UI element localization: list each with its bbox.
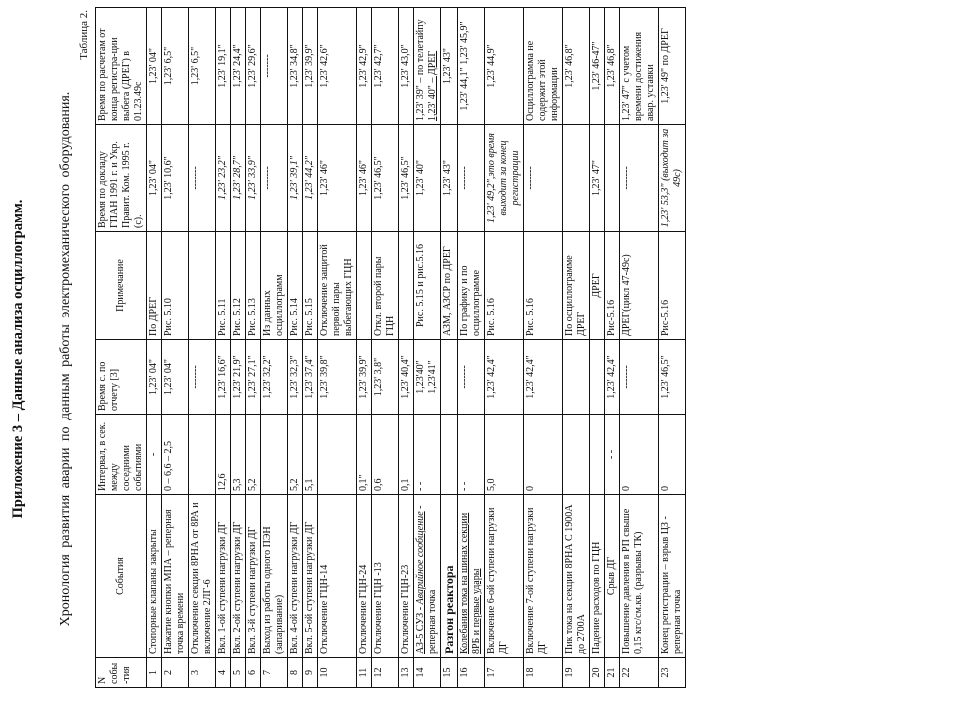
cell-note: Рис. 5.16 — [485, 232, 524, 340]
table-row — [524, 8, 563, 688]
cell-note — [189, 232, 216, 340]
cell-note: Рис-5.16 — [659, 232, 686, 340]
cell-note: Из данных осциллограмм — [261, 232, 288, 340]
cell-interval: 5,2 — [246, 415, 261, 495]
table-row — [620, 8, 659, 688]
cell-n: 3 — [189, 658, 216, 688]
cell-note: Рис. 5.16 — [524, 232, 563, 340]
cell-interval — [563, 415, 590, 495]
cell-calc-time: 1,23' 43,0" — [399, 8, 414, 125]
cell-report-time: 1,23' 42,4" — [524, 340, 563, 415]
cell-event: Колебания тока на шинах секции 8РБ и первые удары — [458, 495, 485, 658]
cell-event: Падение расходов по ГЦН — [590, 495, 605, 658]
calc-time-dreg: 1,23' 40" – ДРЕГ — [427, 50, 438, 121]
cell-gpan-time: 1,23' 04" — [147, 125, 162, 232]
table-row — [372, 8, 399, 688]
cell-event: Отключение ГЦН-24 — [357, 495, 372, 658]
cell-interval: 0,1 — [399, 415, 414, 495]
calc-time-teletype: 1,23' 39" – по телетайпу — [415, 19, 426, 121]
cell-report-time — [563, 340, 590, 415]
cell-gpan-time: 1,23' 46,5" — [399, 125, 414, 232]
cell-n: 19 — [563, 658, 590, 688]
cell-report-time: ------- — [620, 340, 659, 415]
cell-gpan-time: 1,23' 46" — [357, 125, 372, 232]
header-event: События — [96, 495, 147, 658]
table-row — [162, 8, 189, 688]
table-row — [659, 8, 686, 688]
cell-gpan-time: ------- — [458, 125, 485, 232]
cell-n: 14 — [414, 658, 441, 688]
cell-calc-time: 1,23' 19,1" — [216, 8, 231, 125]
cell-n: 1 — [147, 658, 162, 688]
cell-event: Вкл. 2-ой ступени нагрузки ДГ — [231, 495, 246, 658]
cell-interval: 5,2 — [288, 415, 303, 495]
header-calc-time: Время по расчетам от конца регистра-ции выбега (ДРЕГ) в 01.23.49с — [96, 8, 147, 125]
cell-gpan-time — [563, 125, 590, 232]
cell-event: Пик тока на секции 8РНА С 1900А до 2700А — [563, 495, 590, 658]
table-row — [357, 8, 372, 688]
table-row — [147, 8, 162, 688]
cell-interval: - — [147, 415, 162, 495]
cell-note — [399, 232, 414, 340]
cell-note: Рис. 5.14 — [288, 232, 303, 340]
table-row — [303, 8, 318, 688]
cell-interval: 0 — [659, 415, 686, 495]
table-row — [261, 8, 288, 688]
cell-event — [414, 495, 441, 658]
cell-n: 2 — [162, 658, 189, 688]
cell-calc-time — [414, 8, 441, 125]
cell-report-time: 1,23' 39,8" — [318, 340, 357, 415]
table-row — [441, 8, 458, 688]
cell-gpan-time: ------- — [189, 125, 216, 232]
cell-interval — [189, 415, 216, 495]
cell-interval: 0,1" — [357, 415, 372, 495]
cell-event: Стопорные клапаны закрыты — [147, 495, 162, 658]
cell-calc-time: 1,23' 49" по ДРЕГ — [659, 8, 686, 125]
cell-report-time: 1,23' 40,4" — [399, 340, 414, 415]
cell-n: 21 — [605, 658, 620, 688]
cell-report-time: 1,23' 16,6" — [216, 340, 231, 415]
cell-note: Рис-5.16 — [605, 232, 620, 340]
cell-calc-time: 1,23' 42,7" — [372, 8, 399, 125]
cell-n: 11 — [357, 658, 372, 688]
cell-interval: 5,1 — [303, 415, 318, 495]
header-note: Примечание — [96, 232, 147, 340]
cell-report-time: 1,23' 39,9" — [357, 340, 372, 415]
cell-n: 18 — [524, 658, 563, 688]
cell-calc-time: 1,23' 6,5" — [162, 8, 189, 125]
cell-gpan-time: 1,23' 10,6" — [162, 125, 189, 232]
cell-report-time: 1,23' 42,4" — [605, 340, 620, 415]
cell-gpan-time: ------- — [620, 125, 659, 232]
cell-gpan-time: 1,23' 33,9" — [246, 125, 261, 232]
cell-report-time — [590, 340, 605, 415]
cell-note: Откл. второй пары ГЦН — [372, 232, 399, 340]
cell-calc-time: 1,23' 29,6" — [246, 8, 261, 125]
cell-note — [357, 232, 372, 340]
cell-calc-time: 1,23' 42,9" — [357, 8, 372, 125]
table-row — [605, 8, 620, 688]
cell-gpan-time: 1,23' 46" — [318, 125, 357, 232]
cell-report-time: 1,23' 46,5" — [659, 340, 686, 415]
cell-event: Вкл. 5-ой ступени нагрузки ДГ — [303, 495, 318, 658]
cell-report-time: ------- — [189, 340, 216, 415]
cell-n: 13 — [399, 658, 414, 688]
chronology-table — [95, 7, 686, 688]
cell-calc-time: 1,23' 46-47" — [590, 8, 605, 125]
az5-label: АЗ-5 СУЗ - — [415, 604, 426, 654]
cell-n: 20 — [590, 658, 605, 688]
cell-calc-time: ------- — [261, 8, 288, 125]
cell-n: 10 — [318, 658, 357, 688]
cell-gpan-time: 1,23' 44,2" — [303, 125, 318, 232]
cell-report-time — [441, 340, 458, 415]
cell-calc-time: 1,23' 47" с учетом времени достижения авар. уставки — [620, 8, 659, 125]
table-row — [414, 8, 441, 688]
cell-event: Включение 7-ой ступени нагрузки ДГ — [524, 495, 563, 658]
cell-interval — [441, 415, 458, 495]
table-row — [288, 8, 303, 688]
cell-interval: 12,6 — [216, 415, 231, 495]
cell-n: 22 — [620, 658, 659, 688]
cell-gpan-time: 1,23' 47" — [590, 125, 605, 232]
cell-interval: - - — [414, 415, 441, 495]
cell-report-time: 1,23' 04" — [162, 340, 189, 415]
cell-gpan-time: ------- — [261, 125, 288, 232]
cell-note: Рис. 5.13 — [246, 232, 261, 340]
cell-event: Отключение ГЦН-23 — [399, 495, 414, 658]
cell-calc-time: 1,23' 46,8" — [605, 8, 620, 125]
cell-interval: 5,0 — [485, 415, 524, 495]
cell-gpan-time: 1,23' 43" — [441, 125, 458, 232]
cell-event: Срыв ДГ — [605, 495, 620, 658]
cell-interval: 0,6 — [372, 415, 399, 495]
cell-event: Включение 6-ой ступени нагрузки ДГ — [485, 495, 524, 658]
cell-note: Рис. 5.10 — [162, 232, 189, 340]
cell-event: Отключение ГЦН -13 — [372, 495, 399, 658]
cell-event: Разгон реактора — [441, 495, 458, 658]
cell-event: Отключение ГЦН-14 — [318, 495, 357, 658]
cell-event: Конец регистрации – взрыв ЦЗ - реперная точка — [659, 495, 686, 658]
cell-n: 9 — [303, 658, 318, 688]
cell-n: 5 — [231, 658, 246, 688]
cell-calc-time: 1,23' 42,6" — [318, 8, 357, 125]
cell-report-time: 1,23' 32,2" — [261, 340, 288, 415]
cell-calc-time: 1,23' 44,1" 1,23' 45,9" — [458, 8, 485, 125]
cell-interval: 0 — [620, 415, 659, 495]
cell-note: Рис. 5.11 — [216, 232, 231, 340]
cell-event: Вкл. 4-ой ступени нагрузки ДГ — [288, 495, 303, 658]
cell-note: По ДРЕГ — [147, 232, 162, 340]
appendix-title: Приложение 3 – Данные анализа осциллограмм. — [10, 199, 26, 519]
cell-event: Вкл. 1-ой ступени нагрузки ДГ — [216, 495, 231, 658]
cell-calc-time: 1,23' 04" — [147, 8, 162, 125]
cell-n: 23 — [659, 658, 686, 688]
cell-note: АЗМ, АЗСР по ДРЕГ — [441, 232, 458, 340]
cell-report-time: ------- — [458, 340, 485, 415]
cell-gpan-time: 1,23' 28,7" — [231, 125, 246, 232]
cell-note: По осциллограмме ДРЕГ — [563, 232, 590, 340]
cell-gpan-time: 1,23' 49,2",это время выходит за конец регистрации — [485, 125, 524, 232]
cell-interval: - - — [458, 415, 485, 495]
cell-calc-time: 1,23' 46,8" — [563, 8, 590, 125]
cell-note: Рис. 5.12 — [231, 232, 246, 340]
cell-report-time: 1,23' 27,1" — [246, 340, 261, 415]
cell-calc-time: 1,23' 34,8" — [288, 8, 303, 125]
cell-note: Отключение защитой первой пары выбегающих ГЦН — [318, 232, 357, 340]
cell-note: Рис. 5.15 — [303, 232, 318, 340]
cell-report-time: 1,23' 42,4" — [485, 340, 524, 415]
emergency-message: Аварийное сообщение — [415, 511, 426, 605]
cell-calc-time: 1,23' 43" — [441, 8, 458, 125]
table-row — [318, 8, 357, 688]
cell-calc-time: 1,23' 39,9" — [303, 8, 318, 125]
table-row — [563, 8, 590, 688]
cell-report-time: 1,23' 04" — [147, 340, 162, 415]
cell-event: Отключение секции 8РНА от 8РА и включение 2ЛГ-6 — [189, 495, 216, 658]
reference-point-note: - реперная точка — [415, 505, 438, 654]
cell-n: 7 — [261, 658, 288, 688]
cell-calc-time: 1,23' 44,9" — [485, 8, 524, 125]
cell-interval: 0 – 6,6 – 2,5 — [162, 415, 189, 495]
header-gpan-time: Время по докладу ГПАН 1991 г. и Укр. Правит. Ком. 1995 г. (с). — [96, 125, 147, 232]
table-row — [458, 8, 485, 688]
cell-n: 16 — [458, 658, 485, 688]
cell-report-time: 1,23' 3,8" — [372, 340, 399, 415]
cell-event: Выход из работы одного ПЭН (запаривание) — [261, 495, 288, 658]
table-row — [231, 8, 246, 688]
cell-gpan-time: ------- — [524, 125, 563, 232]
cell-calc-time: 1,23' 6,5" — [189, 8, 216, 125]
table-label: Таблица 2. — [78, 10, 90, 60]
cell-interval — [261, 415, 288, 495]
table-row — [590, 8, 605, 688]
cell-gpan-time — [605, 125, 620, 232]
cell-event: Вкл. 3-й ступени нагрузки ДГ — [246, 495, 261, 658]
cell-event: Повышение давления в РП свыше 0,15 кгс/см.кв. (разрывы ТК) — [620, 495, 659, 658]
cell-note: ДРЕГ — [590, 232, 605, 340]
cell-gpan-time: 1,23' 40" — [414, 125, 441, 232]
table-row — [216, 8, 231, 688]
cell-interval — [318, 415, 357, 495]
header-interval: Интервал, в сек. между соседними событиями — [96, 415, 147, 495]
table-row — [485, 8, 524, 688]
cell-note: Рис. 5.15 и рис.5.16 — [414, 232, 441, 340]
cell-n: 12 — [372, 658, 399, 688]
cell-interval: - - — [605, 415, 620, 495]
table-row — [189, 8, 216, 688]
table-header-row — [96, 8, 147, 688]
cell-n: 17 — [485, 658, 524, 688]
chronology-title: Хронология развития аварии по данным работы электромеханического оборудования. — [58, 91, 73, 627]
table-row — [399, 8, 414, 688]
cell-n: 8 — [288, 658, 303, 688]
cell-report-time: 1,23' 21,9" — [231, 340, 246, 415]
cell-interval — [590, 415, 605, 495]
cell-n: 4 — [216, 658, 231, 688]
cell-report-time: 1,23' 37,4" — [303, 340, 318, 415]
cell-n: 6 — [246, 658, 261, 688]
cell-gpan-time: 1,23' 23,2" — [216, 125, 231, 232]
cell-interval: 0 — [524, 415, 563, 495]
header-n: N собы-тия — [96, 658, 147, 688]
cell-note: По графику и по осциллограмме — [458, 232, 485, 340]
cell-calc-time: Осциллограмма не содержит этой информации — [524, 8, 563, 125]
cell-calc-time: 1,23' 24,4" — [231, 8, 246, 125]
cell-note: ДРЕГ(цикл 47-49с) — [620, 232, 659, 340]
cell-event: Нажатие кнопки МПА – реперная точка времени — [162, 495, 189, 658]
table-row — [246, 8, 261, 688]
header-report-time: Время с. по отчету [3] — [96, 340, 147, 415]
cell-gpan-time: 1,23' 53,3" (выходит за 49с) — [659, 125, 686, 232]
cell-report-time: 1,23' 32,3" — [288, 340, 303, 415]
cell-gpan-time: 1,23' 46,5" — [372, 125, 399, 232]
cell-interval: 5,3 — [231, 415, 246, 495]
cell-report-time: 1,23'40" 1,23'41" — [414, 340, 441, 415]
cell-n: 15 — [441, 658, 458, 688]
cell-gpan-time: 1,23' 39,1" — [288, 125, 303, 232]
